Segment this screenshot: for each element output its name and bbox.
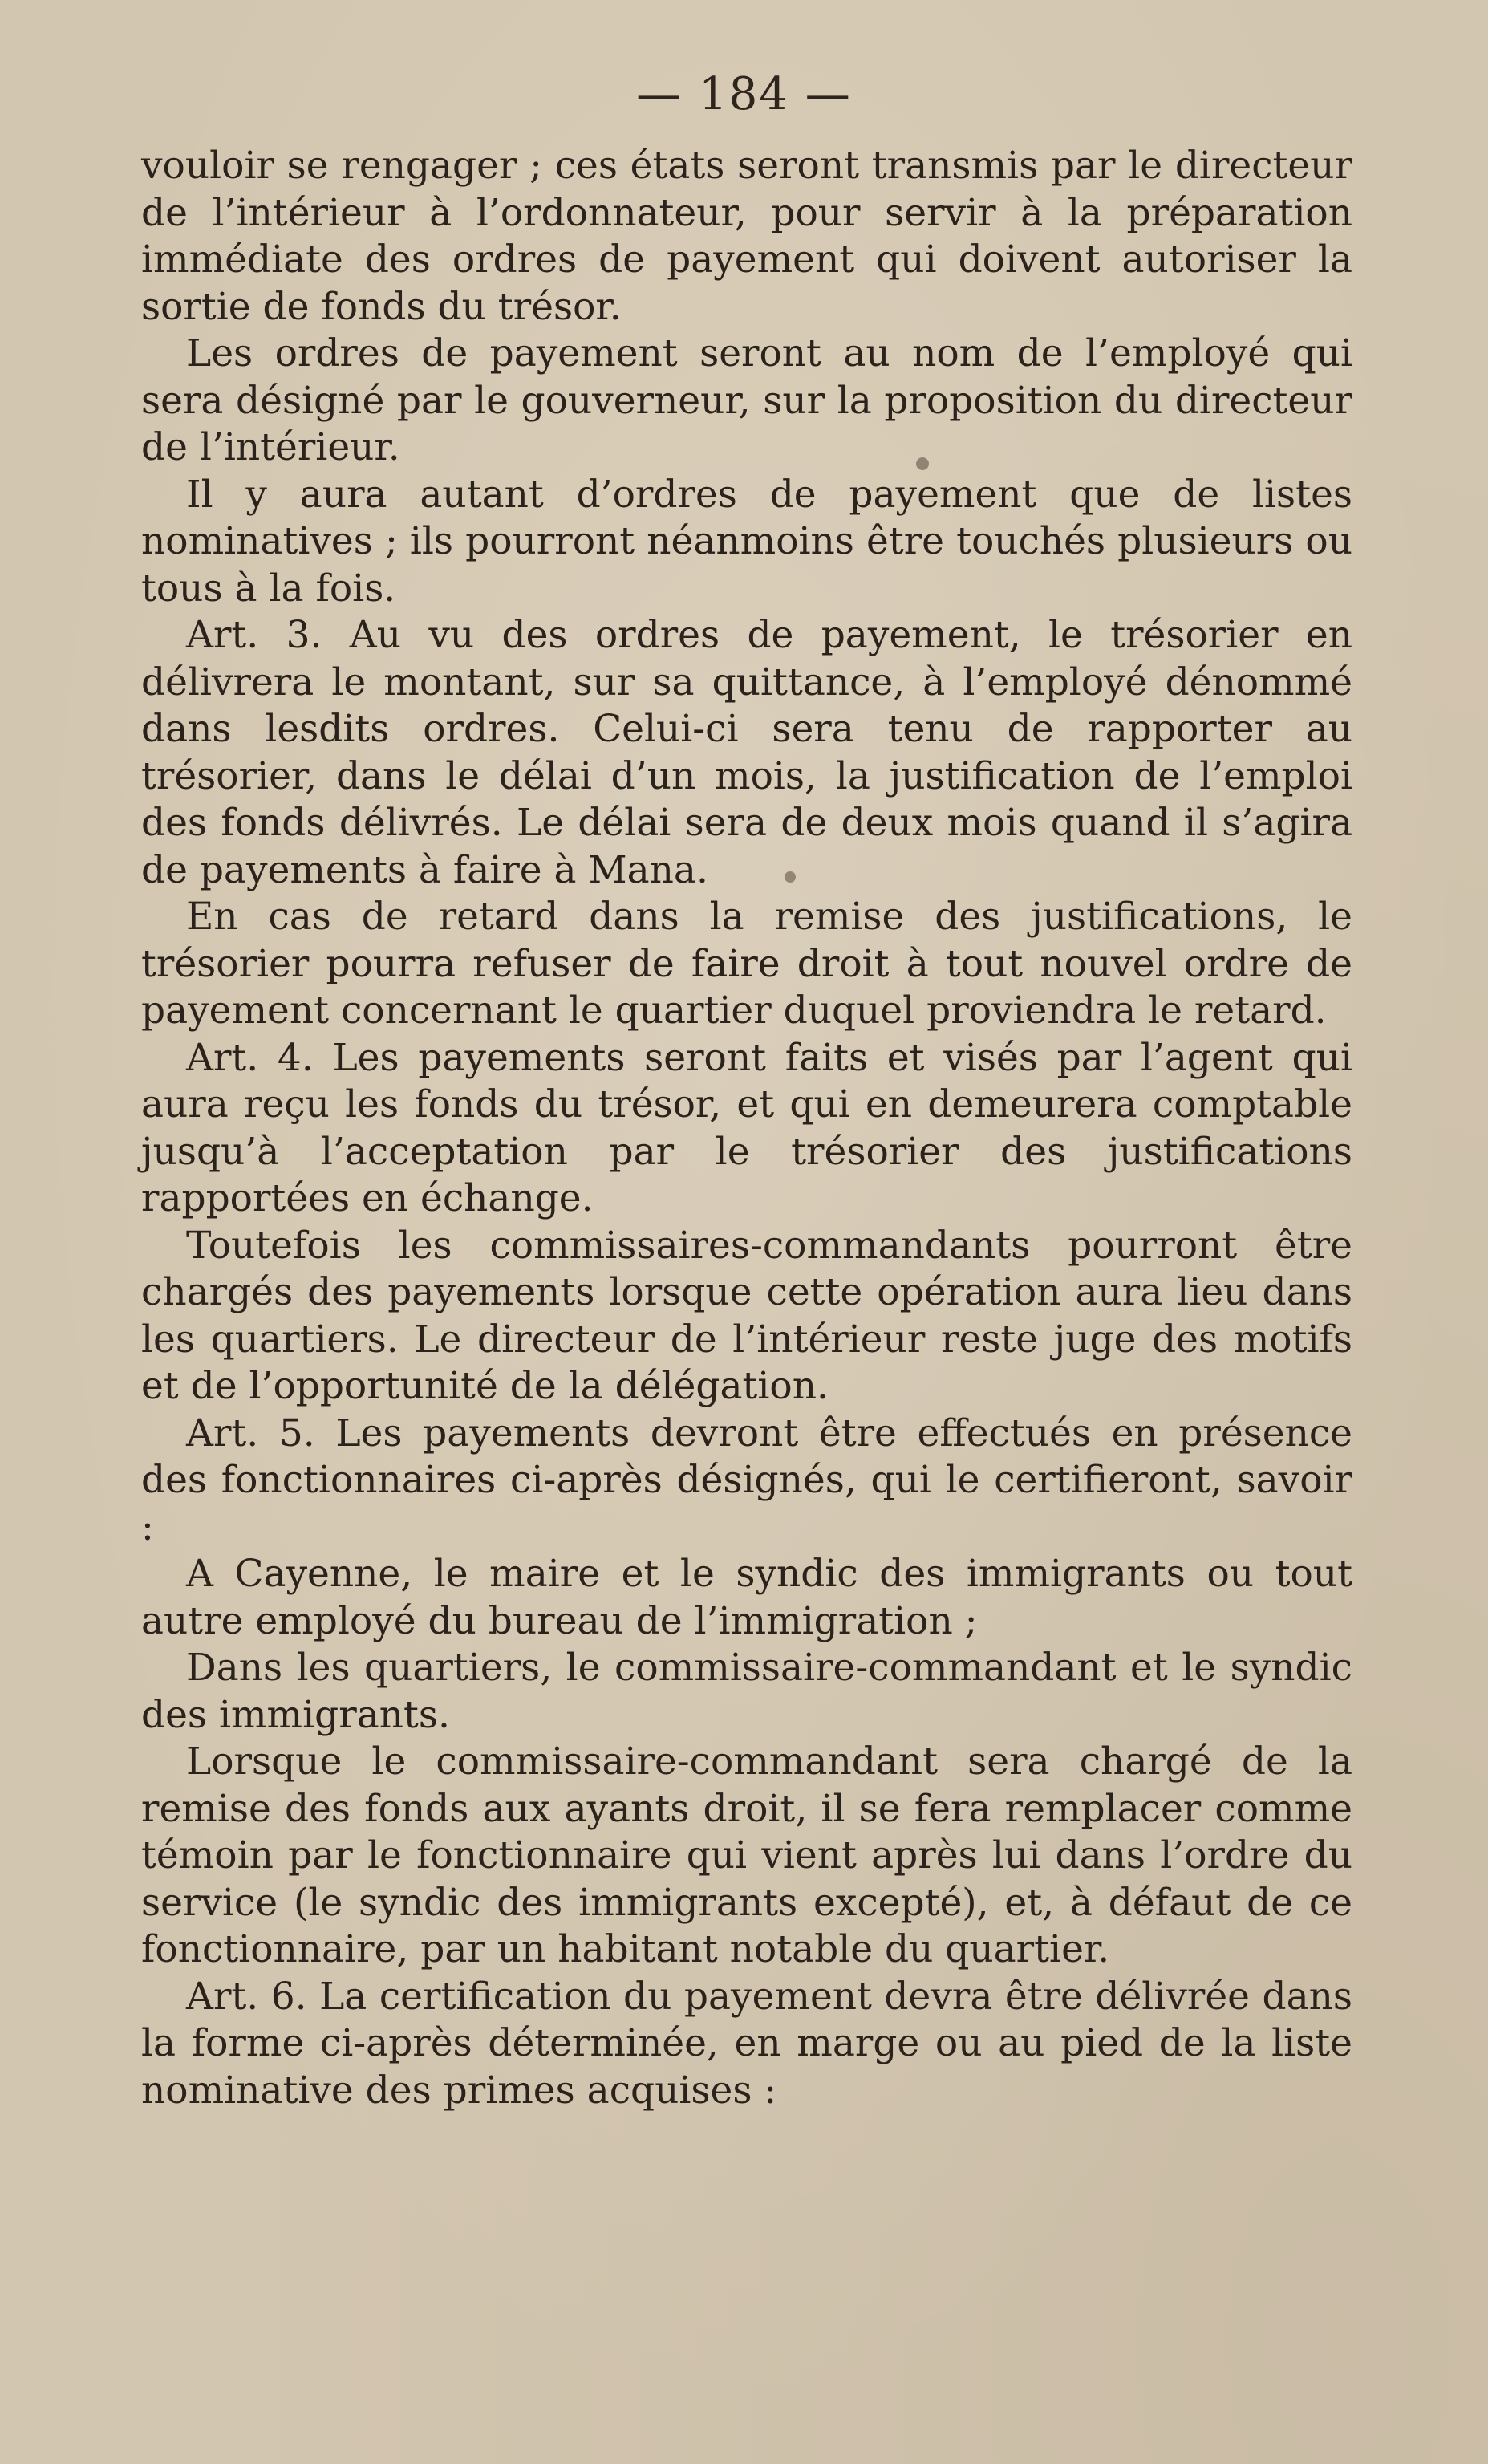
- paragraph-lorsque: Lorsque le commissaire-commandant sera chargé de la remise des fonds aux ayants droit, il se fera remplacer comme témoin par le fonctionnaire qui vient après lui dans l’ordre du service (le syndic des immigrants excepté), et, à défaut de ce fonctionnaire, par un habitant notable du quartier.: [141, 1739, 1352, 1971]
- paragraph-listes: Il y aura autant d’ordres de payement que de listes nominatives ; ils pourront néanmoins être touchés plusieurs ou tous à la fois.: [141, 472, 1352, 611]
- page-number: — 184 —: [636, 68, 852, 120]
- paragraph-art-4: Art. 4. Les payements seront faits et visés par l’agent qui aura reçu les fonds du trésor, et qui en demeurera comptable jusqu’à l’acceptation par le trésorier des justifications rapportées en échange.: [141, 1035, 1352, 1220]
- paragraph-retard: En cas de retard dans la remise des justifications, le trésorier pourra refuser de faire droit à tout nouvel ordre de payement concernant le quartier duquel proviendra le retard.: [141, 895, 1352, 1033]
- paragraph-quartiers: Dans les quartiers, le commissaire-commandant et le syndic des immigrants.: [141, 1646, 1352, 1737]
- ink-spot: [785, 871, 796, 883]
- paragraph-art-5: Art. 5. Les payements devront être effectués en présence des fonctionnaires ci-après désignés, qui le certifieront, savoir :: [141, 1411, 1352, 1549]
- ink-spot: [916, 457, 929, 470]
- paragraph-cayenne: A Cayenne, le maire et le syndic des immigrants ou tout autre employé du bureau de l’immigration ;: [141, 1552, 1352, 1643]
- paragraph-continuation: vouloir se rengager ; ces états seront transmis par le directeur de l’intérieur à l’ordonnateur, pour servir à la préparation immédiate des ordres de payement qui doivent autoriser la sortie de fonds du trésor.: [141, 144, 1352, 329]
- body-text: [141, 143, 1352, 2114]
- paragraph-art-3: Art. 3. Au vu des ordres de payement, le trésorier en délivrera le montant, sur sa quittance, à l’employé dénommé dans lesdits ordres. Celui-ci sera tenu de rapporter au trésorier, dans le délai d’un mois, la justification de l’emploi des fonds délivrés. Le délai sera de deux mois quand il s’agira de payements à faire à Mana.: [141, 613, 1352, 892]
- paragraph-art-6: Art. 6. La certification du payement devra être délivrée dans la forme ci-après déterminée, en marge ou au pied de la liste nominative des primes acquises :: [141, 1974, 1352, 2113]
- paragraph-ordres: Les ordres de payement seront au nom de l’employé qui sera désigné par le gouverneur, sur la proposition du directeur de l’intérieur.: [141, 331, 1352, 469]
- paragraph-toutefois: Toutefois les commissaires-commandants pourront être chargés des payements lorsque cette opération aura lieu dans les quartiers. Le directeur de l’intérieur reste juge des motifs et de l’opportunité de la délégation.: [141, 1223, 1352, 1408]
